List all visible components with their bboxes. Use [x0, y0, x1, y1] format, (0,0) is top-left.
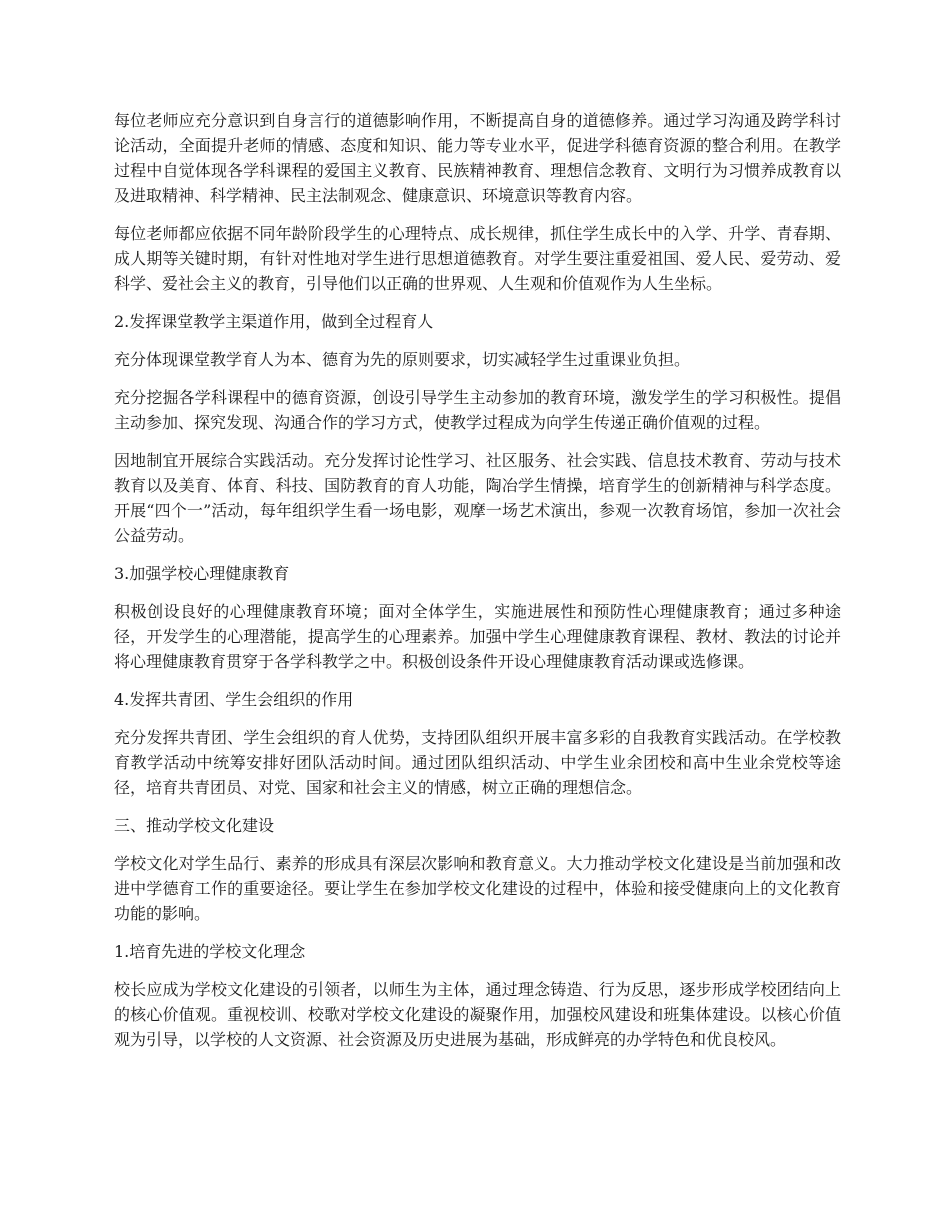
heading-classroom-main-channel: 2.发挥课堂教学主渠道作用，做到全过程育人	[114, 312, 434, 331]
heading-school-culture: 三、推动学校文化建设	[114, 816, 275, 835]
heading-culture-concept: 1.培育先进的学校文化理念	[114, 942, 306, 961]
paragraph-school-culture-intro: 学校文化对学生品行、素养的形成具有深层次影响和教育意义。大力推动学校文化建设是当前加强和改进中学德育工作的重要途径。要让学生在参加学校文化建设的过程中，体验和接受健康向上的文化教育功能的影响。	[114, 854, 841, 923]
paragraph-moral-resources: 充分挖掘各学科课程中的德育资源，创设引导学生主动参加的教育环境，激发学生的学习积极性。提倡主动参加、探究发现、沟通合作的学习方式，使教学过程成为向学生传递正确价值观的过程。	[114, 388, 841, 432]
document-page	[114, 108, 841, 1065]
paragraph-reduce-burden: 充分体现课堂教学育人为本、德育为先的原则要求，切实减轻学生过重课业负担。	[114, 350, 691, 369]
paragraph-age-stage-education: 每位老师都应依据不同年龄阶段学生的心理特点、成长规律，抓住学生成长中的入学、升学、青春期、成人期等关键时期，有针对性地对学生进行思想道德教育。对学生要注重爱祖国、爱人民、爱劳动、爱科学、爱社会主义的教育，引导他们以正确的世界观、人生观和价值观作为人生坐标。	[114, 224, 841, 293]
paragraph-practice-activities: 因地制宜开展综合实践活动。充分发挥讨论性学习、社区服务、社会实践、信息技术教育、劳动与技术教育以及美育、体育、科技、国防教育的育人功能，陶冶学生情操，培育学生的创新精神与科学态度。开展“四个一”活动，每年组织学生看一场电影，观摩一场艺术演出，参观一次教育场馆，参加一次社会公益劳动。	[114, 451, 841, 545]
paragraph-mental-health-environment: 积极创设良好的心理健康教育环境；面对全体学生，实施进展性和预防性心理健康教育；通过多种途径，开发学生的心理潜能，提高学生的心理素养。加强中学生心理健康教育课程、教材、教法的讨论并将心理健康教育贯穿于各学科教学之中。积极创设条件开设心理健康教育活动课或选修课。	[114, 602, 841, 671]
paragraph-principal-leader: 校长应成为学校文化建设的引领者，以师生为主体，通过理念铸造、行为反思，逐步形成学校团结向上的核心价值观。重视校训、校歌对学校文化建设的凝聚作用，加强校风建设和班集体建设。以核心价值观为引导，以学校的人文资源、社会资源及历史进展为基础，形成鲜亮的办学特色和优良校风。	[114, 980, 841, 1049]
heading-youth-league: 4.发挥共青团、学生会组织的作用	[114, 690, 354, 709]
paragraph-teacher-moral-influence: 每位老师应充分意识到自身言行的道德影响作用，不断提高自身的道德修养。通过学习沟通及跨学科讨论活动，全面提升老师的情感、态度和知识、能力等专业水平，促进学科德育资源的整合利用。在教学过程中自觉体现各学科课程的爱国主义教育、民族精神教育、理想信念教育、文明行为习惯养成教育以及进取精神、科学精神、民主法制观念、健康意识、环境意识等教育内容。	[114, 111, 841, 205]
heading-mental-health: 3.加强学校心理健康教育	[114, 564, 290, 583]
paragraph-youth-league-role: 充分发挥共青团、学生会组织的育人优势，支持团队组织开展丰富多彩的自我教育实践活动。在学校教育教学活动中统筹安排好团队活动时间。通过团队组织活动、中学生业余团校和高中生业余党校等途径，培育共青团员、对党、国家和社会主义的情感，树立正确的理想信念。	[114, 728, 841, 797]
